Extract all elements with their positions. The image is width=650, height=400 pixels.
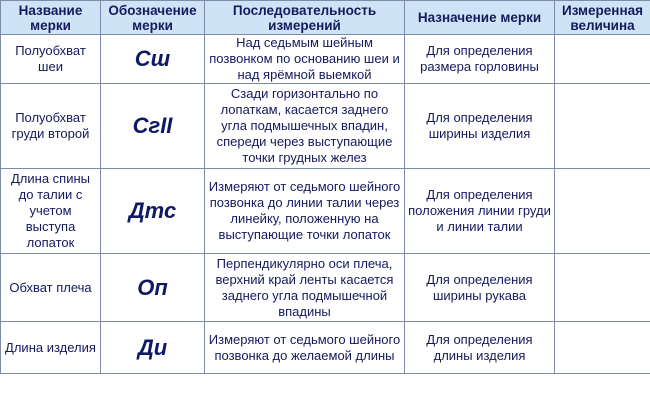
- measure-name-cell: Обхват плеча: [1, 254, 101, 322]
- measure-name-cell: Полуобхват шеи: [1, 35, 101, 84]
- table-header: [1, 1, 650, 35]
- header-row: [1, 1, 650, 35]
- measure-symbol-cell: Дтс: [101, 169, 205, 254]
- header-purpose: Назначение мерки: [405, 1, 555, 35]
- table-body: [1, 35, 650, 374]
- measure-name-cell: Длина спины до талии с учетом выступа лопаток: [1, 169, 101, 254]
- measure-sequence-cell: Измеряют от седьмого шейного позвонка до желаемой длины: [205, 322, 405, 374]
- header-value: Измеренная величина: [555, 1, 650, 35]
- measure-value-cell[interactable]: [555, 254, 650, 322]
- header-symbol: Обозначение мерки: [101, 1, 205, 35]
- table-row: [1, 35, 650, 84]
- measure-purpose-cell: Для определения ширины рукава: [405, 254, 555, 322]
- measure-sequence-cell: Перпендикулярно оси плеча, верхний край ленты касается заднего угла подмышечной впадины: [205, 254, 405, 322]
- measure-sequence-cell: Над седьмым шейным позвонком по основанию шеи и над ярёмной выемкой: [205, 35, 405, 84]
- measure-symbol-cell: Ди: [101, 322, 205, 374]
- measure-value-cell[interactable]: [555, 322, 650, 374]
- header-name: Название мерки: [1, 1, 101, 35]
- table-row: [1, 322, 650, 374]
- measure-purpose-cell: Для определения размера горловины: [405, 35, 555, 84]
- measure-sequence-cell: Сзади горизонтально по лопаткам, касается заднего угла подмышечных впадин, спереди через выступающие точки грудных желез: [205, 84, 405, 169]
- measure-sequence-cell: Измеряют от седьмого шейного позвонка до линии талии через линейку, положенную на выступающие точки лопаток: [205, 169, 405, 254]
- measure-value-cell[interactable]: [555, 84, 650, 169]
- measure-name-cell: Длина изделия: [1, 322, 101, 374]
- measure-symbol-cell: Сш: [101, 35, 205, 84]
- measure-name-cell: Полуобхват груди второй: [1, 84, 101, 169]
- header-sequence: Последовательность измерений: [205, 1, 405, 35]
- measure-value-cell[interactable]: [555, 35, 650, 84]
- measure-value-cell[interactable]: [555, 169, 650, 254]
- table-row: [1, 84, 650, 169]
- measure-purpose-cell: Для определения положения линии груди и линии талии: [405, 169, 555, 254]
- table-row: [1, 169, 650, 254]
- table-row: [1, 254, 650, 322]
- measure-purpose-cell: Для определения ширины изделия: [405, 84, 555, 169]
- measure-symbol-cell: СгII: [101, 84, 205, 169]
- measure-symbol-cell: Оп: [101, 254, 205, 322]
- measure-purpose-cell: Для определения длины изделия: [405, 322, 555, 374]
